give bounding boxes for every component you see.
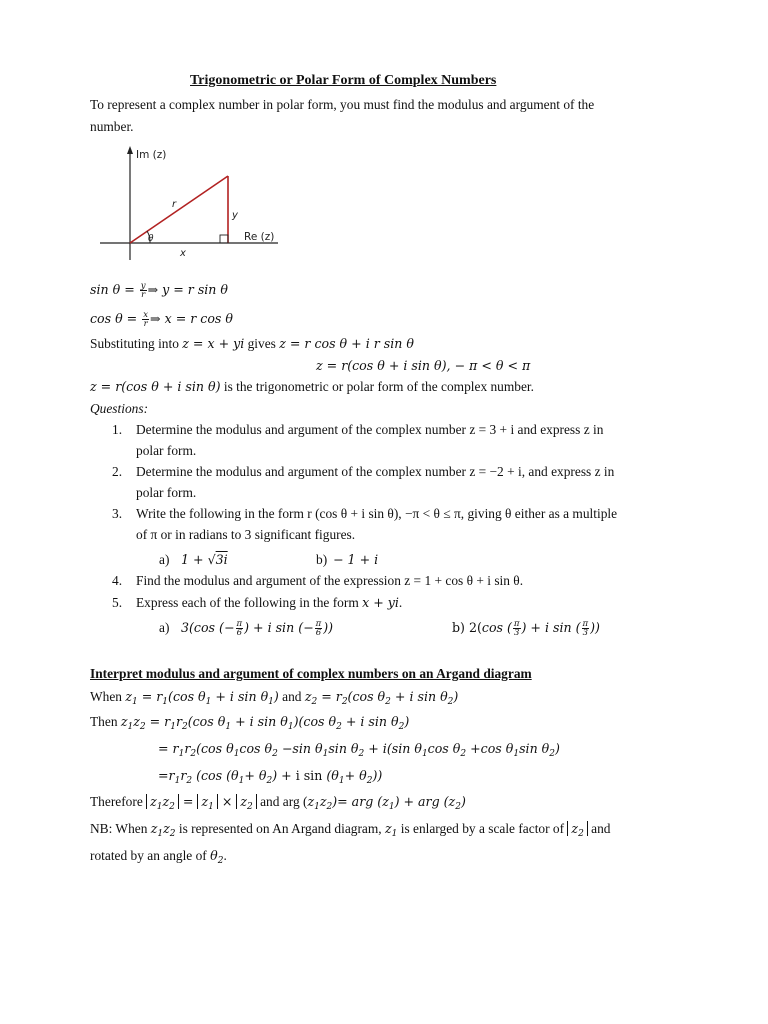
- q5-part-b: [452, 619, 600, 637]
- q2-text-cont: polar form.: [136, 485, 197, 500]
- y-label: y: [232, 210, 238, 221]
- frac-den: 6: [236, 628, 242, 638]
- q5-part-a: [181, 619, 333, 637]
- q5-pa-open: 3(cos (−: [181, 620, 235, 635]
- q5-part-a-label: a): [159, 620, 170, 635]
- frac-num: π: [236, 619, 243, 629]
- q3-text-cont: of π or in radians to 3 significant figures.: [136, 527, 356, 542]
- q5-pa-close: )): [323, 620, 334, 635]
- subst-text: Substituting into: [90, 336, 183, 351]
- q5-period: .: [398, 595, 403, 610]
- q3-part-a: [181, 551, 228, 569]
- sin-numerator: y: [140, 281, 146, 291]
- polar-stmt-eq: z = r(cos θ + i sin θ): [90, 379, 221, 394]
- q3-part-a-label: a): [159, 552, 170, 567]
- subst-eq: z = x + yi: [182, 336, 245, 351]
- polar-equation: z = r(cos θ + i sin θ), − π < θ < π: [316, 358, 531, 373]
- nb-text-c: is enlarged by a scale factor of: [397, 821, 568, 836]
- sin-fraction: [140, 282, 147, 299]
- q2-text: Determine the modulus and argument of the complex number z = −2 + i, and express z in: [136, 464, 615, 479]
- frac-den: 3: [582, 628, 589, 638]
- q5-text: [136, 594, 402, 612]
- q3-text: Write the following in the form r (cos θ + i sin θ), −π < θ ≤ π, giving θ either as a multiple: [136, 506, 618, 521]
- frac-den: 3: [514, 628, 520, 638]
- argand-triangle-diagram: [96, 140, 286, 265]
- questions-heading: Questions:: [90, 401, 149, 416]
- q3-part-a-root: 1 + √: [181, 552, 216, 567]
- substitution-line: [90, 335, 414, 353]
- then-text: Then: [90, 714, 121, 729]
- q5-pb-close: )): [590, 620, 600, 635]
- q2-number: 2.: [112, 464, 123, 479]
- q1-number: 1.: [112, 422, 123, 437]
- q5-pb-label: b) 2(: [452, 620, 482, 635]
- nb2-text: rotated by an angle of: [90, 848, 211, 863]
- sin-formula: [90, 281, 228, 299]
- q5-form: x + yi: [362, 595, 399, 610]
- pi-over-3-fraction: [513, 620, 521, 637]
- q4-number: 4.: [112, 573, 123, 588]
- sin-denominator: r: [141, 290, 146, 300]
- therefore-line: Therefore $z_1z_2 = z_1 \times z_2$ and arg $(z_1z_2)=$ arg $(z_1)$ + arg $(z_2)$: [90, 794, 466, 812]
- r-label: r: [172, 199, 177, 210]
- q5-pb-mid: ) + i sin (: [521, 620, 581, 635]
- nb-text-b: is represented on An Argand diagram,: [175, 821, 385, 836]
- subst-gives: gives: [244, 336, 280, 351]
- q5-text-a: Express each of the following in the form: [136, 595, 363, 610]
- compound-angle-line: $=r_1r_2$ (cos $(\theta_1+ \theta_2) + i$ $\sin (\theta_1+ \theta_2)$): [158, 768, 383, 786]
- q3-part-b-label: b): [316, 552, 328, 567]
- when-text: When: [90, 689, 126, 704]
- sin-rhs: ⇒ y = r sin θ: [147, 282, 229, 297]
- q1-text: Determine the modulus and argument of the complex number z = 3 + i and express z in: [136, 422, 604, 437]
- nb-line: NB: When $z_1z_2$ is represented on An Argand diagram, $z_1$ is enlarged by a scale factor of $z_2$ and: [90, 821, 611, 839]
- q3-part-b: − 1 + i: [333, 552, 379, 567]
- expansion-line: = $r_1r_2(\cos$ $\theta_1\cos$ $\theta_2 -\sin$ $\theta_1\sin$ $\theta_2 + i(\sin$ $\theta_1\cos$ $\theta_2 +\cos$ $\theta_1\sin$ $\theta_2$): [158, 741, 560, 759]
- q3-number: 3.: [112, 506, 123, 521]
- frac-num: π: [315, 619, 322, 629]
- im-label: Im (z): [136, 149, 167, 161]
- x-label: x: [180, 248, 186, 259]
- q5-pa-mid: ) + i sin (−: [244, 620, 314, 635]
- subst-result: z = r cos θ + i r sin θ: [279, 336, 414, 351]
- right-angle-mark: [220, 235, 228, 243]
- polar-statement: [90, 378, 534, 396]
- q1-text-cont: polar form.: [136, 443, 197, 458]
- pi-over-3-fraction-2: [582, 620, 590, 637]
- polar-stmt-text: is the trigonometric or polar form of the complex number.: [220, 379, 534, 394]
- pi-over-6-fraction-2: [315, 620, 323, 637]
- cos-rhs: ⇒ x = r cos θ: [150, 311, 233, 326]
- nb-text-d: and: [587, 821, 611, 836]
- arg-text: arg (: [282, 794, 308, 809]
- q4-text: Find the modulus and argument of the expression z = 1 + cos θ + i sin θ.: [136, 573, 524, 588]
- nb-text-a: NB: When: [90, 821, 151, 836]
- nb-line-2: rotated by an angle of $\theta_2$.: [90, 848, 227, 866]
- sin-lhs: sin θ =: [90, 282, 139, 297]
- cos-lhs: cos θ =: [90, 311, 142, 326]
- pi-over-6-fraction: [236, 620, 244, 637]
- theta-label: θ: [148, 234, 154, 244]
- cos-numerator: x: [143, 310, 149, 320]
- when-line: When $z_1 = r_1(\cos$ $\theta_1 + i$ $\sin \theta_1$) and $z_2 = r_2(\cos$ $\theta_2 + i$ $\sin \theta_2$): [90, 689, 459, 707]
- then-line: Then $z_1z_2 = r_1r_2(\cos$ $\theta_1 + i$ $\sin \theta_1)(\cos$ $\theta_2 + i$ $\sin \theta_2$): [90, 714, 410, 732]
- q5-pb-open: cos (: [481, 620, 512, 635]
- section-heading: Interpret modulus and argument of complex numbers on an Argand diagram: [90, 666, 532, 681]
- frac-num: π: [582, 619, 589, 629]
- cos-fraction: [142, 311, 149, 328]
- im-axis-arrow: [127, 146, 133, 154]
- intro-line-2: number.: [90, 119, 134, 134]
- cos-denominator: r: [143, 319, 148, 329]
- q3-part-a-radicand: 3i: [215, 552, 228, 567]
- frac-num: π: [513, 619, 520, 629]
- re-label: Re (z): [244, 231, 275, 243]
- cos-formula: [90, 310, 233, 328]
- and-text: and: [256, 794, 283, 809]
- r-line: [130, 176, 228, 243]
- q5-number: 5.: [112, 595, 123, 610]
- when-and: and: [278, 689, 305, 704]
- frac-den: 6: [315, 628, 322, 638]
- therefore-text: Therefore: [90, 794, 147, 809]
- intro-line-1: To represent a complex number in polar form, you must find the modulus and argument of the: [90, 97, 595, 112]
- page-title: Trigonometric or Polar Form of Complex Numbers: [190, 73, 497, 88]
